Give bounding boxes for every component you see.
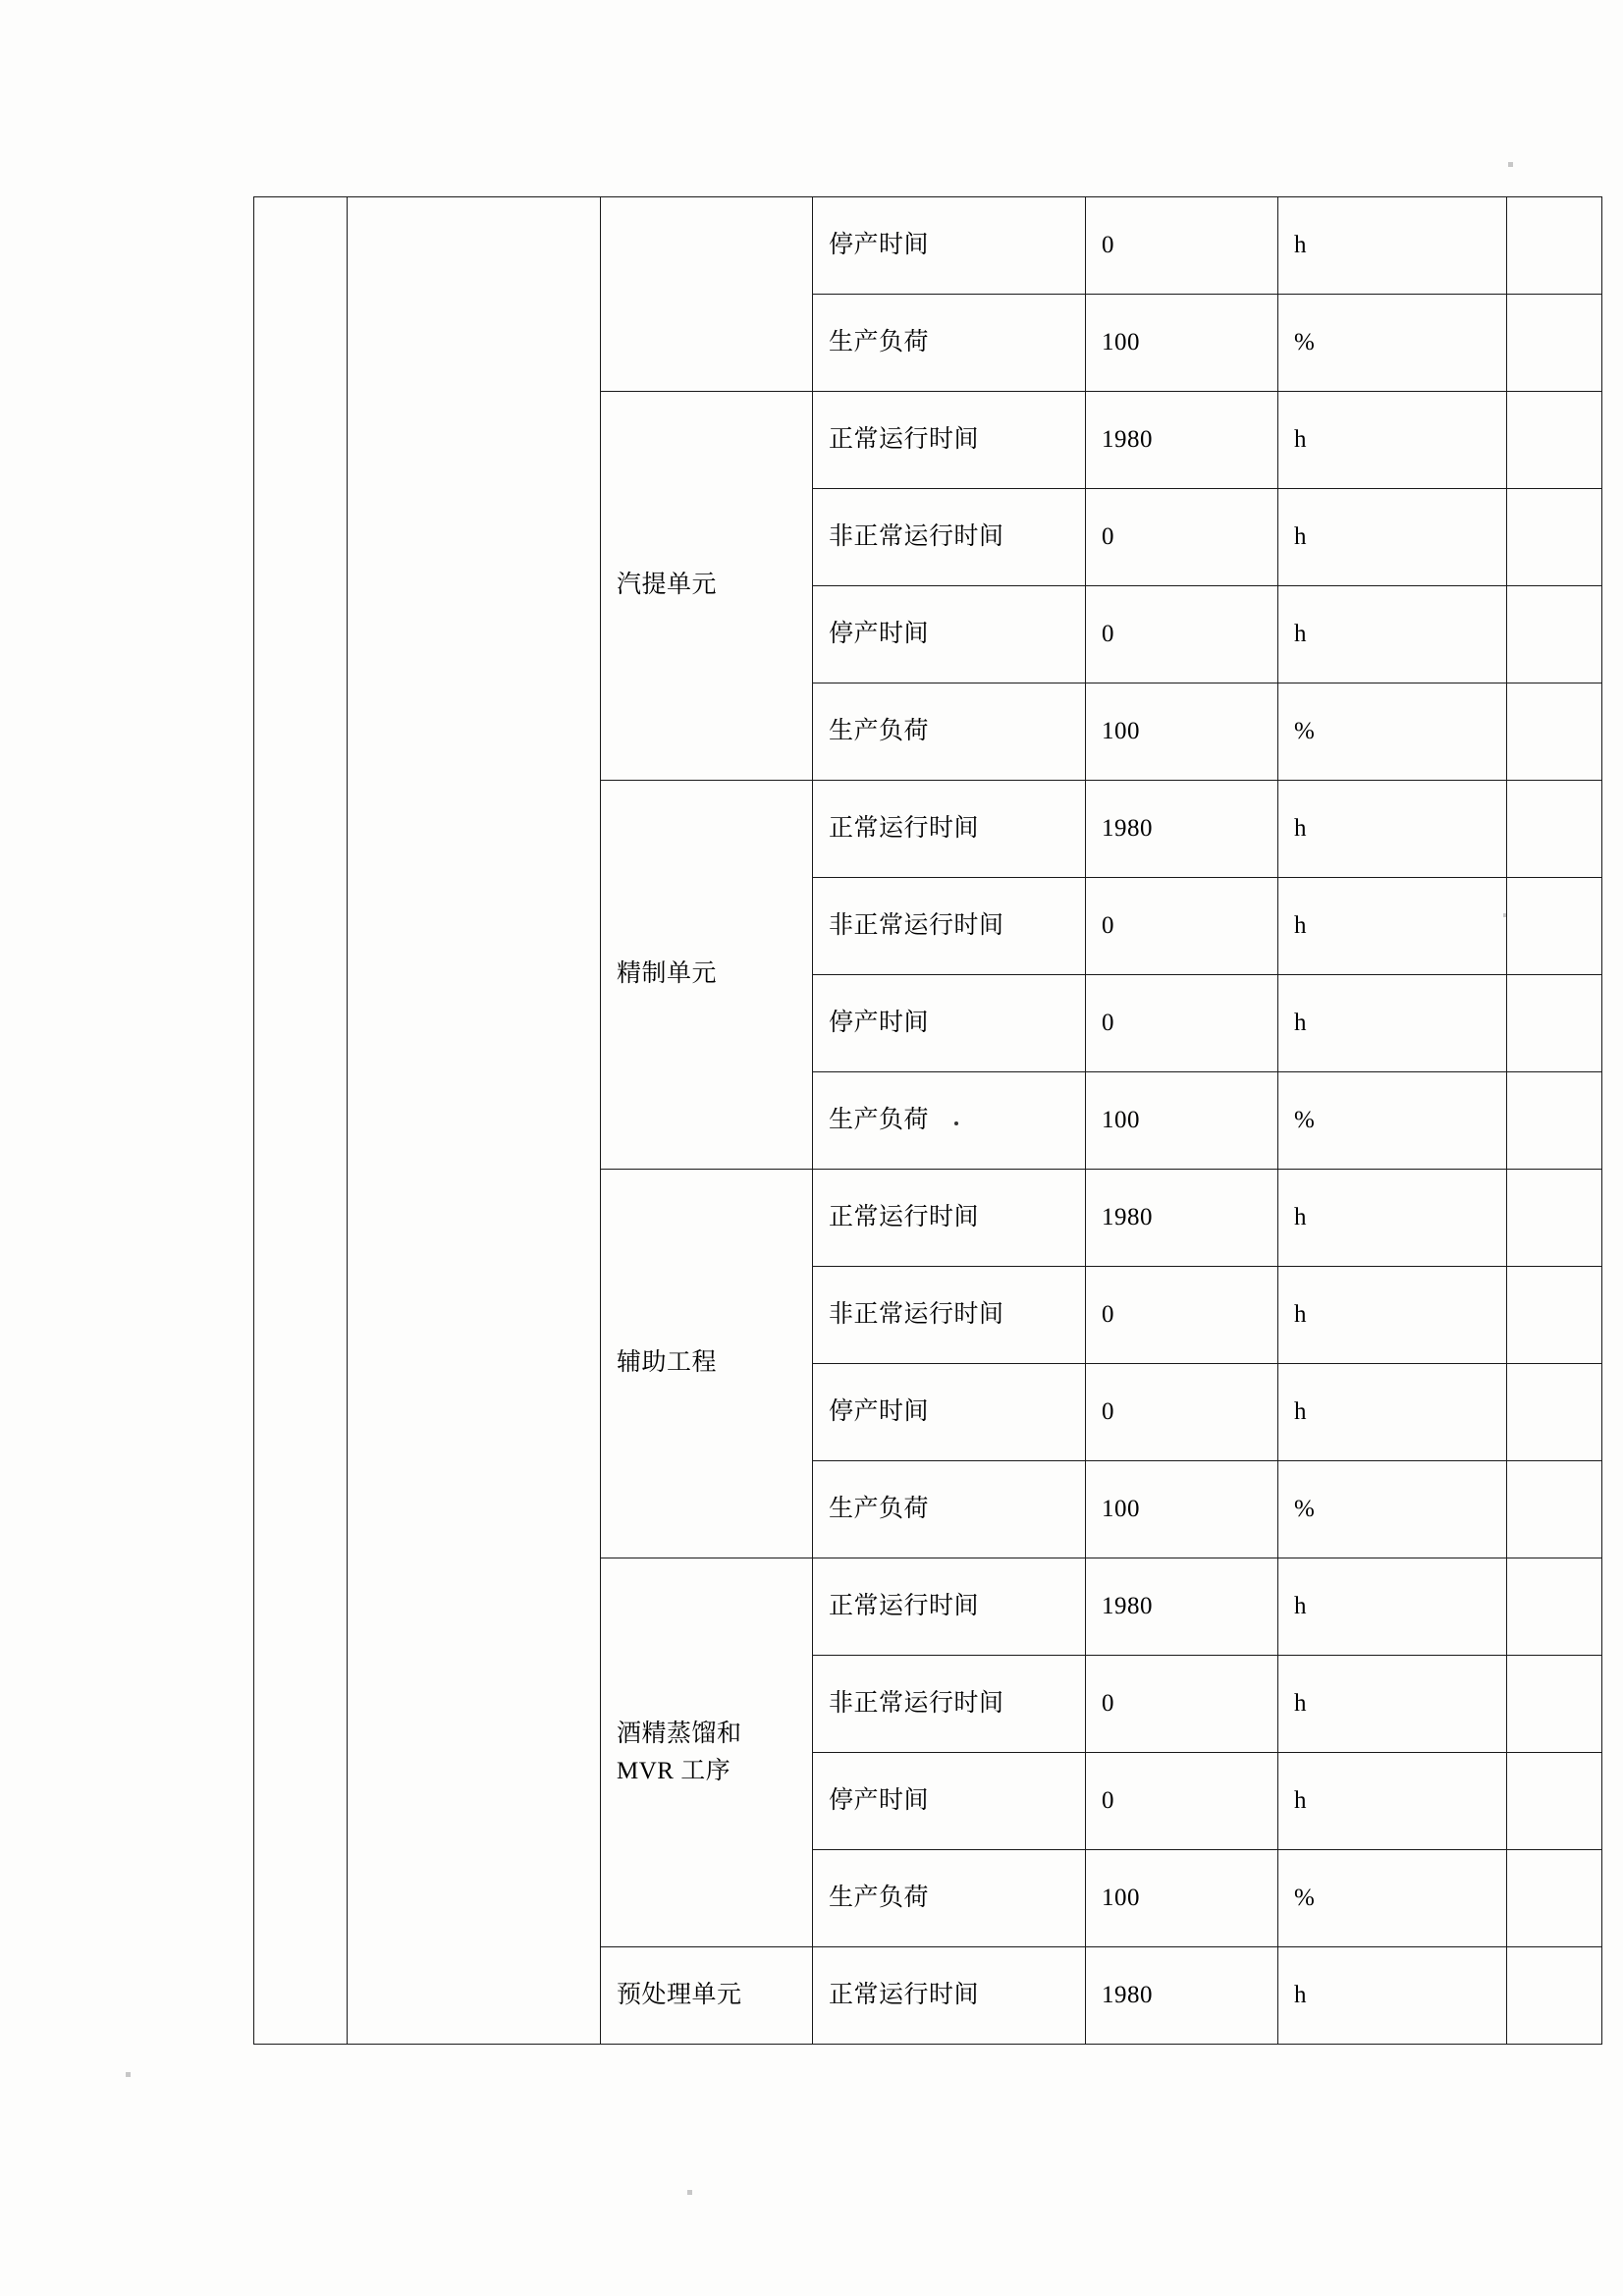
table-cell-item: 正常运行时间 [813, 392, 1086, 489]
table-cell-item [813, 1072, 1086, 1170]
table-cell-item: 正常运行时间 [813, 1947, 1086, 2045]
table-cell-item: 非正常运行时间 [813, 878, 1086, 975]
table-cell-value: 100 [1086, 1072, 1278, 1170]
table-cell-value: 0 [1086, 1267, 1278, 1364]
table-cell-item: 停产时间 [813, 197, 1086, 295]
table-cell-unit: 辅助工程 [601, 1170, 813, 1558]
table-cell-item: 非正常运行时间 [813, 489, 1086, 586]
table-cell-uom: h [1278, 586, 1507, 683]
table-cell-uom: h [1278, 197, 1507, 295]
table-cell-value: 0 [1086, 197, 1278, 295]
table-cell-value: 0 [1086, 1753, 1278, 1850]
table-cell-trailing [1507, 781, 1602, 878]
table-cell-trailing [1507, 1656, 1602, 1753]
table-cell-trailing [1507, 489, 1602, 586]
unit-label-line-2: MVR 工序 [617, 1757, 731, 1784]
table [253, 196, 1602, 2045]
table-cell-unit [601, 1558, 813, 1947]
table-cell-item: 正常运行时间 [813, 781, 1086, 878]
table-cell-unit: 精制单元 [601, 781, 813, 1170]
table-cell-value: 0 [1086, 878, 1278, 975]
table-cell-trailing [1507, 1947, 1602, 2045]
table-cell-uom: h [1278, 1753, 1507, 1850]
table-cell-item: 生产负荷 [813, 683, 1086, 781]
table-cell-value: 1980 [1086, 1170, 1278, 1267]
table-cell-item: 生产负荷 [813, 1850, 1086, 1947]
table-cell-uom: % [1278, 1850, 1507, 1947]
table-cell-unit [601, 197, 813, 392]
table-cell-item: 非正常运行时间 [813, 1267, 1086, 1364]
process-operating-hours-table [253, 196, 1375, 2045]
table-cell-value: 0 [1086, 975, 1278, 1072]
ink-dot-icon [954, 1121, 958, 1125]
table-cell-uom: % [1278, 295, 1507, 392]
table-cell-uom: h [1278, 1267, 1507, 1364]
table-cell-spine-b [348, 197, 601, 2045]
unit-label-line-1: 酒精蒸馏和 [617, 1721, 742, 1747]
table-cell-uom: % [1278, 1461, 1507, 1558]
table-cell-uom: h [1278, 1558, 1507, 1656]
table-cell-value: 100 [1086, 683, 1278, 781]
table-cell-uom: h [1278, 781, 1507, 878]
table-cell-value: 100 [1086, 1850, 1278, 1947]
scan-speckle [687, 2190, 692, 2195]
table-cell-trailing [1507, 878, 1602, 975]
table-cell-trailing [1507, 1364, 1602, 1461]
table-cell-trailing [1507, 683, 1602, 781]
table-cell-trailing [1507, 1558, 1602, 1656]
table-cell-item: 正常运行时间 [813, 1170, 1086, 1267]
table-cell-spine-a [254, 197, 348, 2045]
table-cell-item: 停产时间 [813, 1364, 1086, 1461]
table-row [254, 197, 1602, 295]
table-cell-value: 100 [1086, 1461, 1278, 1558]
table-cell-trailing [1507, 392, 1602, 489]
table-cell-uom: h [1278, 1947, 1507, 2045]
table-cell-trailing [1507, 1170, 1602, 1267]
table-cell-trailing [1507, 295, 1602, 392]
scan-speckle [126, 2072, 131, 2077]
table-cell-value: 0 [1086, 1656, 1278, 1753]
table-cell-uom: h [1278, 1170, 1507, 1267]
table-cell-item: 非正常运行时间 [813, 1656, 1086, 1753]
table-cell-item: 生产负荷 [813, 1461, 1086, 1558]
table-cell-value: 1980 [1086, 781, 1278, 878]
table-cell-value: 100 [1086, 295, 1278, 392]
table-cell-trailing [1507, 1072, 1602, 1170]
table-cell-unit: 预处理单元 [601, 1947, 813, 2045]
table-cell-uom: % [1278, 683, 1507, 781]
table-cell-uom: h [1278, 1364, 1507, 1461]
table-cell-unit: 汽提单元 [601, 392, 813, 781]
table-cell-uom: h [1278, 1656, 1507, 1753]
table-cell-value: 0 [1086, 1364, 1278, 1461]
table-cell-item: 正常运行时间 [813, 1558, 1086, 1656]
table-cell-uom: h [1278, 392, 1507, 489]
table-cell-item: 停产时间 [813, 975, 1086, 1072]
table-cell-trailing [1507, 1850, 1602, 1947]
table-cell-value: 1980 [1086, 1947, 1278, 2045]
scan-speckle [1508, 162, 1513, 167]
item-label: 生产负荷 [829, 1106, 930, 1133]
table-cell-trailing [1507, 197, 1602, 295]
table-cell-trailing [1507, 586, 1602, 683]
table-cell-value: 1980 [1086, 1558, 1278, 1656]
table-cell-item: 停产时间 [813, 586, 1086, 683]
table-cell-value: 1980 [1086, 392, 1278, 489]
table-cell-uom: % [1278, 1072, 1507, 1170]
table-cell-value: 0 [1086, 489, 1278, 586]
table-cell-value: 0 [1086, 586, 1278, 683]
table-cell-trailing [1507, 975, 1602, 1072]
table-cell-uom: h [1278, 975, 1507, 1072]
table-cell-trailing [1507, 1753, 1602, 1850]
table-cell-uom: h [1278, 878, 1507, 975]
table-cell-uom: h [1278, 489, 1507, 586]
table-cell-item: 停产时间 [813, 1753, 1086, 1850]
table-cell-trailing [1507, 1267, 1602, 1364]
table-cell-trailing [1507, 1461, 1602, 1558]
table-cell-item: 生产负荷 [813, 295, 1086, 392]
